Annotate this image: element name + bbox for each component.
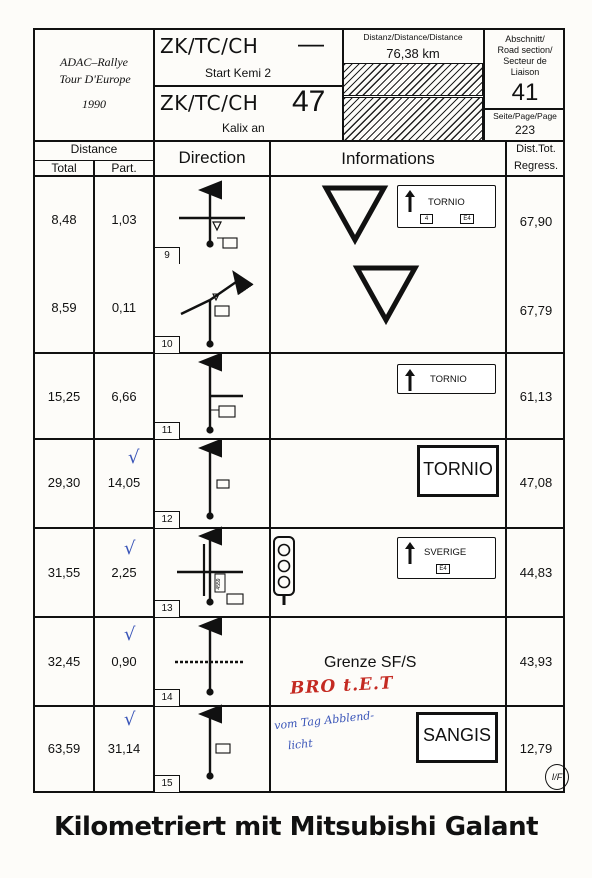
event-year: 1990 — [82, 97, 106, 111]
row-total: 32,45 — [47, 654, 81, 669]
row-total: 15,25 — [47, 389, 81, 404]
row-regress: 61,13 — [519, 389, 553, 404]
row-part: 14,05 — [107, 475, 141, 490]
check-mark: √ — [124, 538, 136, 559]
col-part: Part. — [111, 161, 137, 175]
start-place: Start Kemi 2 — [205, 66, 272, 80]
row-part: 0,11 — [111, 300, 137, 315]
col-distance: Distance — [70, 142, 118, 156]
route-badge-e4: E4 — [436, 564, 450, 574]
step-number: 11 — [155, 422, 180, 439]
section-label-3: Secteur de — [503, 56, 547, 66]
tulip-12-straight — [206, 448, 229, 520]
border-label: Grenze SF/S — [324, 654, 417, 671]
section-label-1: Abschnitt/ — [505, 34, 545, 44]
traffic-light-icon — [272, 535, 298, 607]
row-total: 63,59 — [47, 741, 81, 756]
handwritten-note-red: BRO t.E.T — [289, 673, 394, 699]
arrow-up-icon — [404, 369, 416, 391]
start-code: ZK/TC/CH — [160, 34, 259, 58]
section-label-2: Road section/ — [497, 45, 553, 55]
event-name: ADAC–Rallye — [60, 55, 128, 69]
crossing-code: 4559 — [216, 578, 222, 590]
row-regress: 67,90 — [519, 214, 553, 229]
direction-diagrams — [155, 176, 269, 791]
route-badge-e4: E4 — [460, 214, 474, 224]
row-part: 6,66 — [111, 389, 137, 404]
page-number: 223 — [514, 123, 536, 137]
tulip-15-straight — [206, 714, 230, 780]
row-total: 29,30 — [47, 475, 81, 490]
start-number: — — [298, 28, 324, 58]
arrow-up-icon — [404, 190, 416, 212]
section-number: 41 — [511, 79, 539, 106]
row-regress: 67,79 — [519, 303, 553, 318]
tulip-14-border — [175, 626, 243, 696]
check-mark: √ — [124, 624, 136, 645]
yield-sign-icon — [326, 188, 384, 240]
row-regress: 43,93 — [519, 654, 553, 669]
sign-destination: TORNIO — [428, 197, 465, 208]
hatched-area-bottom — [343, 97, 483, 141]
direction-sign-tornio — [397, 185, 496, 228]
step-number: 12 — [155, 511, 180, 528]
page-label: Seite/Page/Page — [493, 111, 557, 121]
row-regress: 44,83 — [519, 565, 553, 580]
tulip-10-bear-right — [181, 280, 239, 348]
route-badge-4: 4 — [420, 214, 433, 224]
place-name: TORNIO — [423, 459, 493, 479]
row-total: 8,48 — [51, 212, 77, 227]
end-number: 47 — [292, 85, 326, 118]
row-part: 31,14 — [107, 741, 141, 756]
row-total: 8,59 — [51, 300, 77, 315]
col-total: Total — [51, 161, 77, 175]
distance-value: 76,38 km — [386, 46, 440, 61]
row-regress: 47,08 — [519, 475, 553, 490]
distance-label: Distanz/Distance/Distance — [363, 32, 463, 42]
brand-mark-text: I/F — [551, 772, 563, 782]
step-number: 14 — [155, 689, 180, 706]
row-part: 0,90 — [111, 654, 137, 669]
col-dist-tot: Dist.Tot. — [516, 143, 556, 155]
handwritten-note-blue: vom Tag Abblend- — [273, 708, 375, 733]
yield-sign-icon — [357, 268, 415, 320]
sign-destination: TORNIO — [430, 374, 467, 385]
footer-title: Kilometriert mit Mitsubishi Galant — [53, 812, 539, 842]
row-total: 31,55 — [47, 565, 81, 580]
step-number: 15 — [155, 775, 180, 792]
brand-mark — [545, 764, 569, 790]
step-number: 13 — [155, 600, 180, 617]
place-name: SANGIS — [422, 725, 492, 745]
check-mark: √ — [124, 709, 136, 730]
place-sign-tornio — [417, 445, 499, 497]
tulip-13-crossing — [177, 536, 243, 606]
event-subtitle: Tour D'Europe — [59, 72, 131, 86]
end-place: Kalix an — [222, 121, 265, 135]
place-sign-sangis — [416, 712, 498, 763]
hatched-area-top — [343, 63, 483, 96]
check-mark: √ — [128, 447, 140, 468]
col-regress: Regress. — [513, 160, 559, 172]
row-part: 1,03 — [111, 212, 137, 227]
arrow-up-icon — [404, 542, 416, 564]
tulip-9-crossroads — [179, 190, 245, 248]
col-informations: Informations — [341, 149, 435, 168]
sign-destination: SVERIGE — [424, 547, 467, 558]
direction-sign-tornio — [397, 364, 496, 394]
tulip-11-junction — [206, 362, 243, 434]
row-part: 2,25 — [111, 565, 137, 580]
handwritten-note-blue: licht — [287, 736, 314, 753]
col-direction: Direction — [178, 148, 246, 167]
step-number: 9 — [155, 247, 180, 264]
end-code: ZK/TC/CH — [160, 91, 259, 115]
step-number: 10 — [155, 336, 180, 353]
section-label-4: Liaison — [510, 67, 540, 77]
row-regress: 12,79 — [519, 741, 553, 756]
direction-sign-sverige — [397, 537, 496, 579]
